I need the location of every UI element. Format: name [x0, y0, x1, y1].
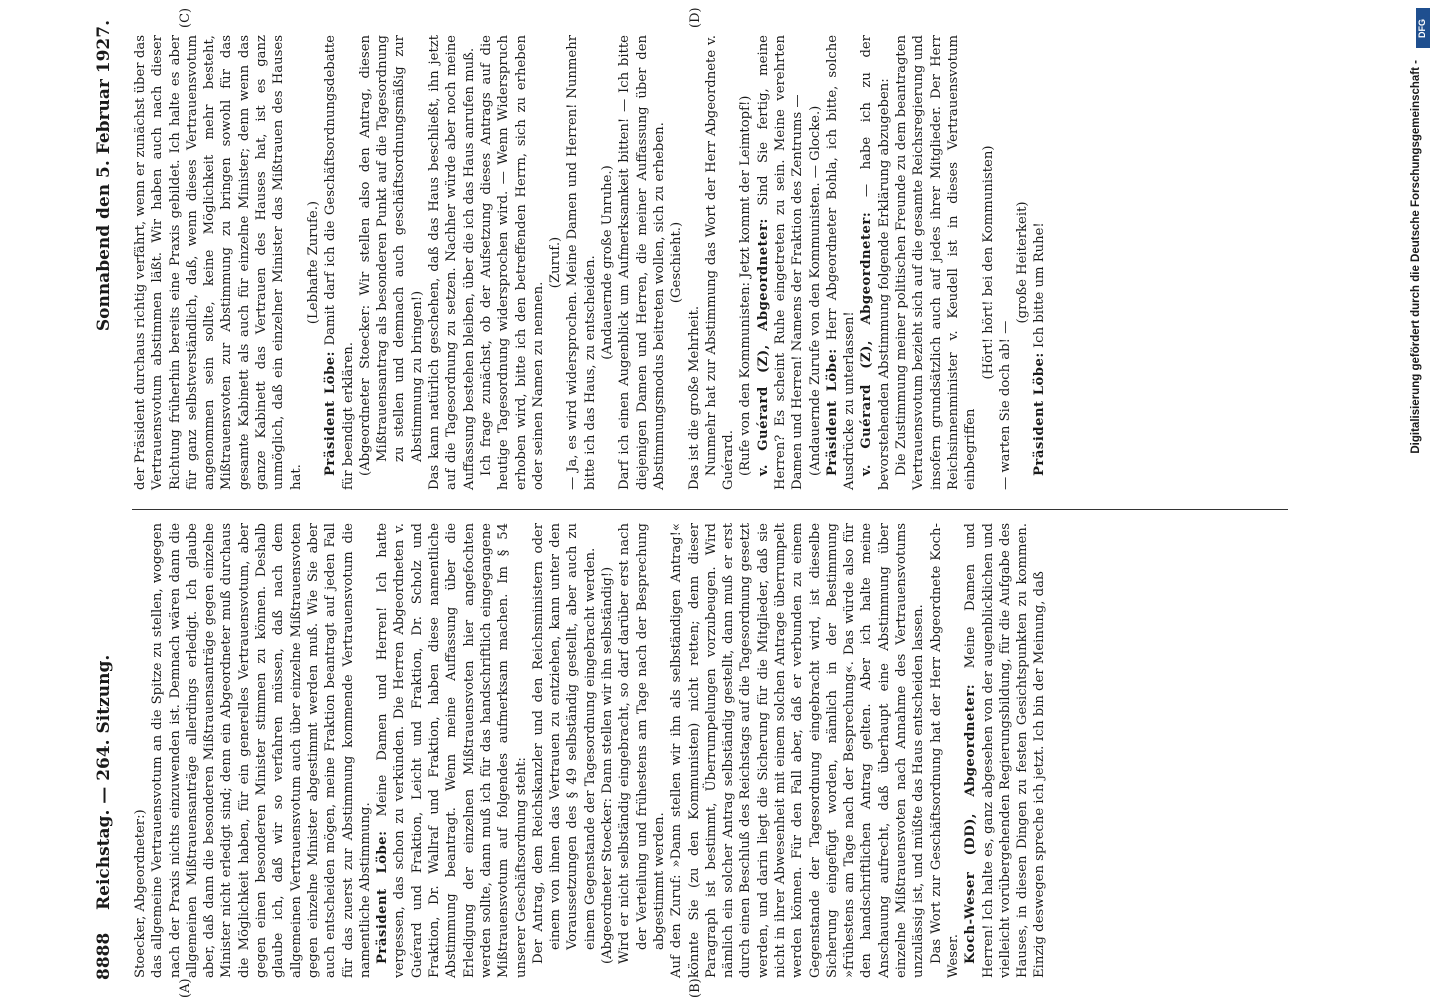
paragraph: (Andauernde große Unruhe.)	[600, 165, 616, 360]
paragraph: (Zuruf.)	[548, 236, 564, 289]
paragraph: (große Heiterkeit)	[1015, 201, 1031, 324]
digitization-note	[1410, 60, 1432, 940]
paragraph: (Lebhafte Zurufe.)	[305, 200, 321, 325]
margin-marker-a: (A)	[178, 978, 193, 998]
paragraph: Wird er nicht selbständig eingebracht, so darf darüber erst nach der Verteilung und frühestens am Tage nach der Besprechung abgestimmt werden.	[617, 523, 667, 964]
paragraph: (Hört! hört! bei den Kommunisten)	[980, 145, 996, 380]
paragraph: Ich frage zunächst, ob der Aufsetzung dieses Antrags auf die heutige Tagesordnung widersprochen wird. — Wenn Widerspruch erhoben wird, bitte ich den betreffenden Herrn, sich zu erheben oder seinen Namen zu nennen.	[478, 35, 546, 490]
right-text-column	[132, 35, 1049, 490]
paragraph: (Rufe von den Kommunisten: Jetzt kommt der Leimtopf!)	[738, 95, 754, 476]
paragraph: das allgemeine Vertrauensvotum an die Spitze zu stellen, wogegen nach der Praxis nichts einzuwenden ist. Demnach wären dann die allgemeinen Mißtrauensanträge allerdings erledigt. Ich glaube aber, daß dann die besonderen Mißtrauensanträge gegen einzelne Minister nicht erledigt sind; denn ein Abgeordneter muß durchaus die Möglichkeit haben, für ein generelles Vertrauensvotum, aber gegen einen besonderen Minister stimmen zu können. Deshalb glaube ich, daß wir so verfahren müssen, daß nach dem allgemeinen Vertrauensvotum auch über einzelne Mißtrauensvoten gegen einzelne Minister abgestimmt werden muß. Wie Sie aber auch entscheiden mögen, meine Fraktion beantragt auf jeden Fall für das zuerst zur Abstimmung kommende Vertrauensvotum die namentliche Abstimmung.	[150, 523, 373, 978]
scanned-page	[88, 0, 1298, 1000]
paragraph: Die Zustimmung meiner politischen Freunde zu dem beantragten Vertrauensvotum bezieht sich auf die gesamte Reichsregierung und insofern grundsätzlich auch auf jedes ihrer Mitglieder. Der Herr Reichsinnenminister v. Keudell ist in dieses Vertrauensvotum einbegriffen	[894, 35, 979, 490]
paragraph: Nunmehr hat zur Abstimmung das Wort der Herr Abgeordnete v. Guérard.	[703, 35, 737, 490]
paragraph: v. Guérard (Z), Abgeordneter: Sind Sie fertig, meine Herren? Es scheint Ruhe eingetreten zu sein. Meine verehrten Damen und Herren! Namens der Fraktion des Zentrums —	[755, 35, 806, 490]
paragraph: v. Guérard (Z), Abgeordneter: — habe ich zu der bevorstehenden Abstimmung folgende Erklärung abzugeben:	[859, 35, 892, 490]
paragraph: Auf den Zuruf: »Dann stellen wir ihn als selbständigen Antrag!« könnte Sie (zu den Kommunisten) nicht retten; denn dieser Paragraph ist bestimmt, Überrumpelungen vorzubeugen. Wird nämlich ein solcher Antrag selbständig gestellt, dann muß er erst durch einen Beschluß des Reichstags auf die Tagesordnung gesetzt werden, und darin liegt die Sicherung für die Mitglieder, daß sie nicht in ihrer Abwesenheit mit einem solchen Antrage überrumpelt werden können. Für den Fall aber, daß er verbunden zu einem Gegenstande der Tagesordnung eingebracht wird, ist dieselbe Sicherung eingefügt worden, nämlich in der Bestimmung »frühestens am Tage nach der Besprechung«. Das würde also für den handschriftlichen Antrag gelten. Aber ich halte meine Anschauung aufrecht, daß überhaupt eine Abstimmung über einzelne Mißtrauensvoten nach Annahme des Vertrauensvotums unzulässig ist, und müßte das Haus entscheiden lassen.	[669, 523, 927, 978]
column-divider	[132, 509, 1288, 510]
paragraph: Der Antrag, dem Reichskanzler und den Reichsministern oder einem von ihnen das Vertrauen zu entziehen, kann unter den Voraussetzungen des § 49 selbständig gestellt, aber auch zu einem Gegenstande der Tagesordnung eingebracht werden.	[530, 523, 598, 964]
paragraph: der Präsident durchaus richtig verfährt, wenn er zunächst über das Vertrauensvotum abstimmen läßt. Wir haben auch nach dieser Richtung früherhin bereits eine Praxis gebildet. Ich halte es aber für ganz selbstverständlich, daß, wenn dieses Vertrauensvotum angenommen sein sollte, keine Möglichkeit mehr besteht, Mißtrauensvoten zur Abstimmung zu bringen sowohl für das gesamte Kabinett als auch für einzelne Minister; denn wenn das ganze Kabinett das Vertrauen des Hauses hat, ist es ganz unmöglich, daß ein einzelner Minister das Mißtrauen des Hauses hat.	[133, 35, 304, 490]
paragraph: (Geschieht.)	[669, 221, 685, 304]
dfg-logo-text: DFG	[1417, 19, 1427, 38]
paragraph: (Abgeordneter Stoecker: Wir stellen also den Antrag, diesen Mißtrauensantrag als besonderen Punkt auf die Tagesordnung zu stellen und demnach auch geschäftsordnungsmäßig zur Abstimmung zu bringen!)	[357, 35, 425, 476]
paragraph: Das kann natürlich geschehen, daß das Haus beschließt, ihn jetzt auf die Tagesordnung zu setzen. Nachher würde aber noch meine Auffassung bestehen bleiben, über die ich das Haus anrufen muß.	[427, 35, 477, 490]
paragraph: Das Wort zur Geschäftsordnung hat der Herr Abgeordnete Koch-Weser.	[928, 523, 961, 978]
margin-marker-b: (B)	[688, 978, 703, 998]
session-title: Reichstag. — 264. Sitzung.	[94, 654, 114, 910]
margin-marker-c: (C)	[178, 7, 193, 28]
paragraph: Darf ich einen Augenblick um Aufmerksamkeit bitten! — Ich bitte diejenigen Damen und Herren, die meiner Auffassung über den Abstimmungsmodus beitreten wollen, sich zu erheben.	[617, 35, 667, 490]
margin-marker-d: (D)	[688, 7, 703, 28]
session-date: Sonnabend den 5. Februar 1927.	[94, 20, 114, 332]
digitization-note-text: Digitalisierung gefördert durch die Deutsche Forschungsgemeinschaft -	[1410, 60, 1422, 454]
page-header	[94, 20, 124, 980]
paragraph: — warten Sie doch ab! —	[997, 320, 1013, 490]
dfg-logo	[1416, 8, 1430, 48]
paragraph: Präsident Löbe: Ich bitte um Ruhe!	[1032, 222, 1048, 476]
paragraph: Präsident Löbe: Meine Damen und Herren! Ich hatte vergessen, das schon zu verkünden. Die Herren Abgeordneten v. Guérard und Fraktion, Leicht und Fraktion, Dr. Scholz und Fraktion, Dr. Wallraf und Fraktion, haben diese namentliche Abstimmung beantragt. Wenn meine Auffassung über die Erledigung der einzelnen Mißtrauensvoten hier angefochten werden sollte, dann muß ich für das handschriftlich eingegangene Mißtrauensvotum auf folgendes aufmerksam machen. Im § 54 unserer Geschäftsordnung steht:	[375, 522, 529, 978]
paragraph: (Andauernde Zurufe von den Kommunisten. — Glocke.)	[807, 105, 823, 476]
left-text-column	[132, 523, 1049, 978]
paragraph: Stoecker, Abgeordneter:)	[133, 809, 148, 978]
paragraph: Das ist die große Mehrheit.	[686, 305, 702, 490]
paragraph: (Abgeordneter Stoecker: Dann stellen wir ihn selbständig!)	[600, 566, 616, 964]
page-number: 8888	[94, 932, 114, 980]
paragraph: Präsident Löbe: Damit darf ich die Geschäftsordnungsdebatte für beendigt erklären.	[323, 35, 356, 490]
paragraph: Koch-Weser (DD), Abgeordneter: Meine Damen und Herren! Ich halte es, ganz abgesehen von der augenblicklichen und vielleicht vorübergehenden Regierungsbildung, für die Aufgabe des Hauses, in diesen Dingen zu festen Gesichtspunkten zu kommen. Einzig deswegen spreche ich jetzt. Ich bin der Meinung, daß	[963, 522, 1048, 978]
paragraph: Präsident Löbe: Herr Abgeordneter Bohla, ich bitte, solche Ausdrücke zu unterlassen!	[824, 35, 858, 490]
paragraph: — Ja, es wird widersprochen. Meine Damen und Herren! Nunmehr bitte ich das Haus, zu entscheiden.	[565, 35, 598, 490]
